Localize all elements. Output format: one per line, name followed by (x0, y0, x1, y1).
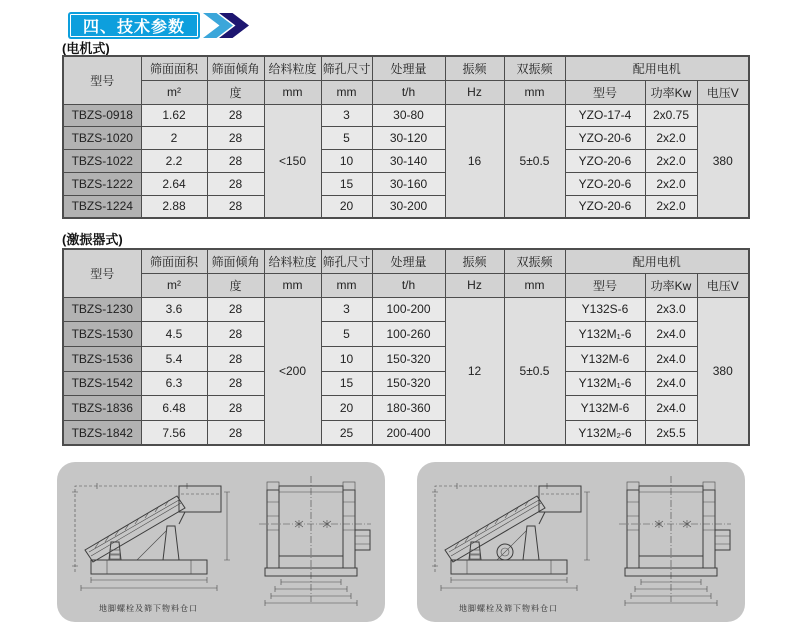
hole-size-cell: 10 (321, 346, 372, 371)
table-row (63, 172, 749, 195)
end-view-drawing (251, 472, 379, 610)
header-row (63, 249, 749, 273)
capacity-cell: 100-200 (372, 297, 445, 322)
table-row (63, 297, 749, 322)
motor-model-cell: Y132S-6 (565, 297, 645, 322)
motor-power-cell: 2x3.0 (645, 297, 697, 322)
header-motor-group: 配用电机 (565, 249, 749, 273)
area-cell: 6.48 (141, 396, 207, 421)
unit-capacity: t/h (372, 273, 445, 297)
capacity-cell: 30-140 (372, 150, 445, 173)
header-screen-angle: 筛面倾角 (207, 56, 264, 80)
amplitude-cell: 5±0.5 (504, 104, 565, 218)
capacity-cell: 30-160 (372, 172, 445, 195)
header-feed-size: 给料粒度 (264, 56, 321, 80)
section-label-exciter-type: (激振器式) (62, 232, 123, 247)
motor-model-cell: YZO-20-6 (565, 127, 645, 150)
drawing-caption: 地脚螺栓及筛下物料仓口 (459, 604, 558, 613)
hole-size-cell: 5 (321, 127, 372, 150)
capacity-cell: 150-320 (372, 346, 445, 371)
area-cell: 1.62 (141, 104, 207, 127)
area-cell: 2.2 (141, 150, 207, 173)
unit-amplitude: mm (504, 80, 565, 104)
section-label-motor-type: (电机式) (62, 41, 110, 56)
motor-power-cell: 2x2.0 (645, 127, 697, 150)
area-cell: 5.4 (141, 346, 207, 371)
frequency-cell: 12 (445, 297, 504, 445)
header-motor-model: 型号 (565, 273, 645, 297)
header-hole-size: 筛孔尺寸 (321, 249, 372, 273)
angle-cell: 28 (207, 297, 264, 322)
voltage-cell: 380 (697, 104, 749, 218)
header-screen-angle: 筛面倾角 (207, 249, 264, 273)
drawing-caption: 地脚螺栓及筛下物料仓口 (99, 604, 198, 613)
model-cell: TBZS-1536 (63, 346, 141, 371)
capacity-cell: 180-360 (372, 396, 445, 421)
angle-cell: 28 (207, 346, 264, 371)
angle-cell: 28 (207, 195, 264, 218)
capacity-cell: 30-80 (372, 104, 445, 127)
motor-model-cell: Y132M₂-6 (565, 420, 645, 445)
model-cell: TBZS-1842 (63, 420, 141, 445)
model-cell: TBZS-0918 (63, 104, 141, 127)
area-cell: 2 (141, 127, 207, 150)
page-title: 四、技术参数 (82, 19, 185, 36)
feed-size-cell: <150 (264, 104, 321, 218)
motor-power-cell: 2x4.0 (645, 346, 697, 371)
hole-size-cell: 20 (321, 396, 372, 421)
hole-size-cell: 20 (321, 195, 372, 218)
angle-cell: 28 (207, 172, 264, 195)
hole-size-cell: 3 (321, 297, 372, 322)
header-screen-area: 筛面面积 (141, 56, 207, 80)
model-cell: TBZS-1542 (63, 371, 141, 396)
angle-cell: 28 (207, 150, 264, 173)
spec-table-motor-type (62, 55, 750, 219)
table-row (63, 104, 749, 127)
hole-size-cell: 15 (321, 172, 372, 195)
capacity-cell: 100-260 (372, 322, 445, 347)
angle-cell: 28 (207, 127, 264, 150)
header-feed-size: 给料粒度 (264, 249, 321, 273)
side-view-drawing (67, 472, 243, 600)
motor-model-cell: YZO-20-6 (565, 172, 645, 195)
hole-size-cell: 10 (321, 150, 372, 173)
unit-feed: mm (264, 273, 321, 297)
motor-model-cell: Y132M-6 (565, 396, 645, 421)
unit-hole: mm (321, 273, 372, 297)
motor-model-cell: Y132M₁-6 (565, 371, 645, 396)
motor-power-cell: 2x4.0 (645, 396, 697, 421)
unit-frequency: Hz (445, 80, 504, 104)
capacity-cell: 30-200 (372, 195, 445, 218)
table-row (63, 396, 749, 421)
motor-power-cell: 2x4.0 (645, 371, 697, 396)
unit-area: m² (141, 273, 207, 297)
header-model: 型号 (63, 56, 141, 104)
angle-cell: 28 (207, 104, 264, 127)
unit-hole: mm (321, 80, 372, 104)
motor-model-cell: Y132M₁-6 (565, 322, 645, 347)
model-cell: TBZS-1022 (63, 150, 141, 173)
hole-size-cell: 5 (321, 322, 372, 347)
area-cell: 2.88 (141, 195, 207, 218)
header-amplitude: 双振频 (504, 249, 565, 273)
unit-angle: 度 (207, 273, 264, 297)
hole-size-cell: 3 (321, 104, 372, 127)
header-motor-voltage: 电压V (697, 273, 749, 297)
side-view-drawing (427, 472, 603, 600)
area-cell: 3.6 (141, 297, 207, 322)
unit-capacity: t/h (372, 80, 445, 104)
motor-model-cell: Y132M-6 (565, 346, 645, 371)
angle-cell: 28 (207, 371, 264, 396)
capacity-cell: 30-120 (372, 127, 445, 150)
header-hole-size: 筛孔尺寸 (321, 56, 372, 80)
feed-size-cell: <200 (264, 297, 321, 445)
header-motor-model: 型号 (565, 80, 645, 104)
table-row (63, 371, 749, 396)
model-cell: TBZS-1222 (63, 172, 141, 195)
unit-angle: 度 (207, 80, 264, 104)
motor-power-cell: 2x5.5 (645, 420, 697, 445)
table-row (63, 127, 749, 150)
table-row (63, 346, 749, 371)
table-row (63, 420, 749, 445)
motor-model-cell: YZO-17-4 (565, 104, 645, 127)
motor-power-cell: 2x4.0 (645, 322, 697, 347)
section-banner (68, 12, 200, 39)
model-cell: TBZS-1836 (63, 396, 141, 421)
banner-box (68, 12, 200, 39)
header-capacity: 处理量 (372, 249, 445, 273)
hole-size-cell: 25 (321, 420, 372, 445)
header-motor-group: 配用电机 (565, 56, 749, 80)
header-screen-area: 筛面面积 (141, 249, 207, 273)
model-cell: TBZS-1230 (63, 297, 141, 322)
unit-area: m² (141, 80, 207, 104)
header-motor-power: 功率Kw (645, 80, 697, 104)
table-row (63, 150, 749, 173)
header-frequency: 振频 (445, 56, 504, 80)
spec-table-exciter-type (62, 248, 750, 446)
voltage-cell: 380 (697, 297, 749, 445)
motor-power-cell: 2x2.0 (645, 172, 697, 195)
end-view-drawing (611, 472, 739, 610)
drawing-panel-motor-type (57, 462, 385, 622)
hole-size-cell: 15 (321, 371, 372, 396)
drawing-panel-exciter-type (417, 462, 745, 622)
motor-power-cell: 2x2.0 (645, 150, 697, 173)
header-unit-row (63, 80, 749, 104)
area-cell: 2.64 (141, 172, 207, 195)
model-cell: TBZS-1224 (63, 195, 141, 218)
unit-feed: mm (264, 80, 321, 104)
unit-amplitude: mm (504, 273, 565, 297)
header-motor-power: 功率Kw (645, 273, 697, 297)
angle-cell: 28 (207, 396, 264, 421)
frequency-cell: 16 (445, 104, 504, 218)
area-cell: 7.56 (141, 420, 207, 445)
header-row (63, 56, 749, 80)
motor-power-cell: 2x0.75 (645, 104, 697, 127)
motor-model-cell: YZO-20-6 (565, 150, 645, 173)
motor-power-cell: 2x2.0 (645, 195, 697, 218)
model-cell: TBZS-1530 (63, 322, 141, 347)
unit-frequency: Hz (445, 273, 504, 297)
table-row (63, 322, 749, 347)
model-cell: TBZS-1020 (63, 127, 141, 150)
area-cell: 6.3 (141, 371, 207, 396)
header-model: 型号 (63, 249, 141, 297)
header-unit-row (63, 273, 749, 297)
angle-cell: 28 (207, 322, 264, 347)
area-cell: 4.5 (141, 322, 207, 347)
header-motor-voltage: 电压V (697, 80, 749, 104)
header-frequency: 振频 (445, 249, 504, 273)
amplitude-cell: 5±0.5 (504, 297, 565, 445)
header-amplitude: 双振频 (504, 56, 565, 80)
capacity-cell: 200-400 (372, 420, 445, 445)
capacity-cell: 150-320 (372, 371, 445, 396)
angle-cell: 28 (207, 420, 264, 445)
header-capacity: 处理量 (372, 56, 445, 80)
table-row (63, 195, 749, 218)
motor-model-cell: YZO-20-6 (565, 195, 645, 218)
